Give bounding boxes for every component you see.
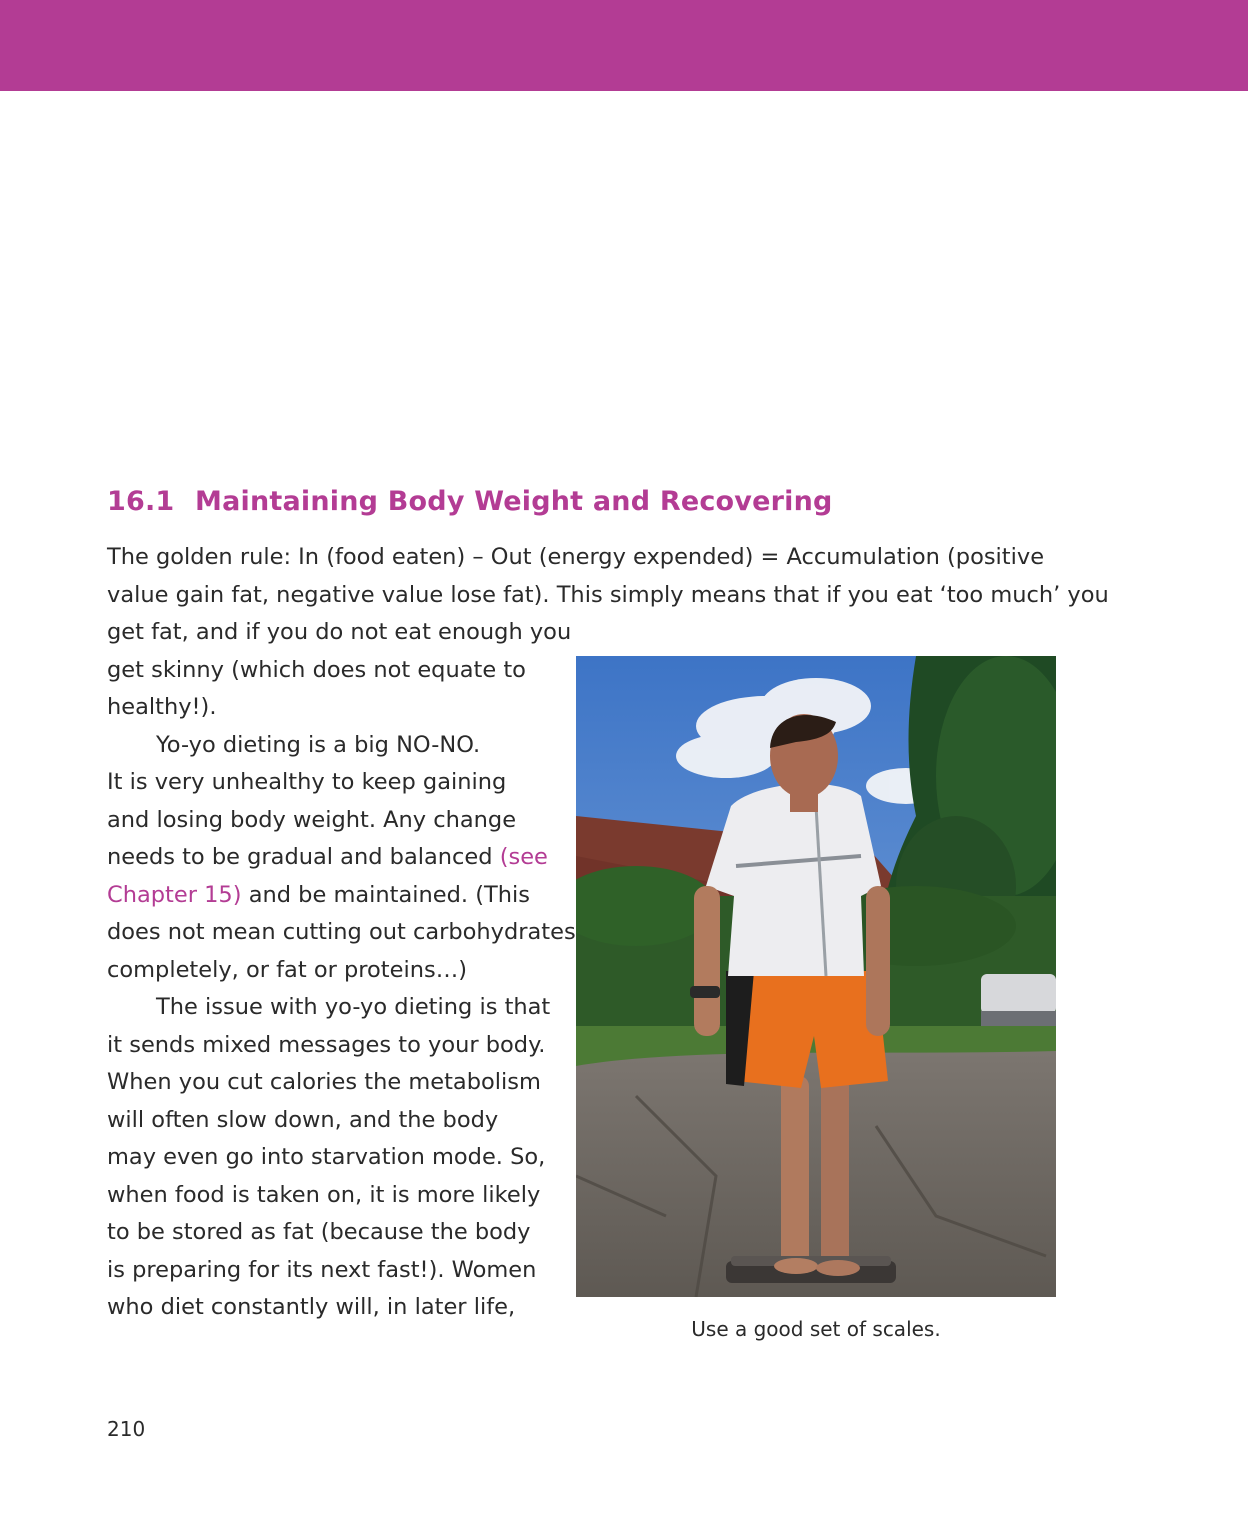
section-heading [107,486,833,517]
body-line: does not mean cutting out carbohydrates [107,919,576,945]
body-line: it sends mixed messages to your body. [107,1032,546,1058]
body-line: may even go into starvation mode. So, [107,1144,546,1170]
body-line: when food is taken on, it is more likely [107,1182,541,1208]
photo-man-on-scales [576,656,1056,1297]
body-line: When you cut calories the metabolism [107,1069,541,1095]
section-number: 16.1 [107,486,175,517]
page-number: 210 [107,1417,146,1441]
body-line: completely, or fat or proteins…) [107,957,467,983]
body-line: will often slow down, and the body [107,1107,499,1133]
header-band [0,0,1248,91]
body-line: The issue with yo-yo dieting is that [156,994,551,1020]
chapter-link[interactable]: (see [499,844,548,870]
body-line: to be stored as fat (because the body [107,1219,531,1245]
body-text: needs to be gradual and balanced [107,844,493,870]
section-title: Maintaining Body Weight and Recovering [195,486,833,517]
figure-caption: Use a good set of scales. [691,1317,941,1341]
body-line: and losing body weight. Any change [107,807,517,833]
body-line: who diet constantly will, in later life, [107,1294,516,1320]
body-line: get fat, and if you do not eat enough you [107,619,572,645]
body-line: The golden rule: In (food eaten) – Out (energy expended) = Accumulation (positive [107,544,1045,570]
body-line: is preparing for its next fast!). Women [107,1257,537,1283]
body-line: It is very unhealthy to keep gaining [107,769,507,795]
body-text: and be maintained. (This [248,882,530,908]
body-line [107,839,548,877]
body-line [107,877,530,915]
chapter-link[interactable]: Chapter 15) [107,882,242,908]
body-line: Yo-yo dieting is a big NO-NO. [156,732,481,758]
body-line: value gain fat, negative value lose fat). This simply means that if you eat ‘too much’ you [107,582,1109,608]
body-line: healthy!). [107,694,217,720]
body-line: get skinny (which does not equate to [107,657,526,683]
